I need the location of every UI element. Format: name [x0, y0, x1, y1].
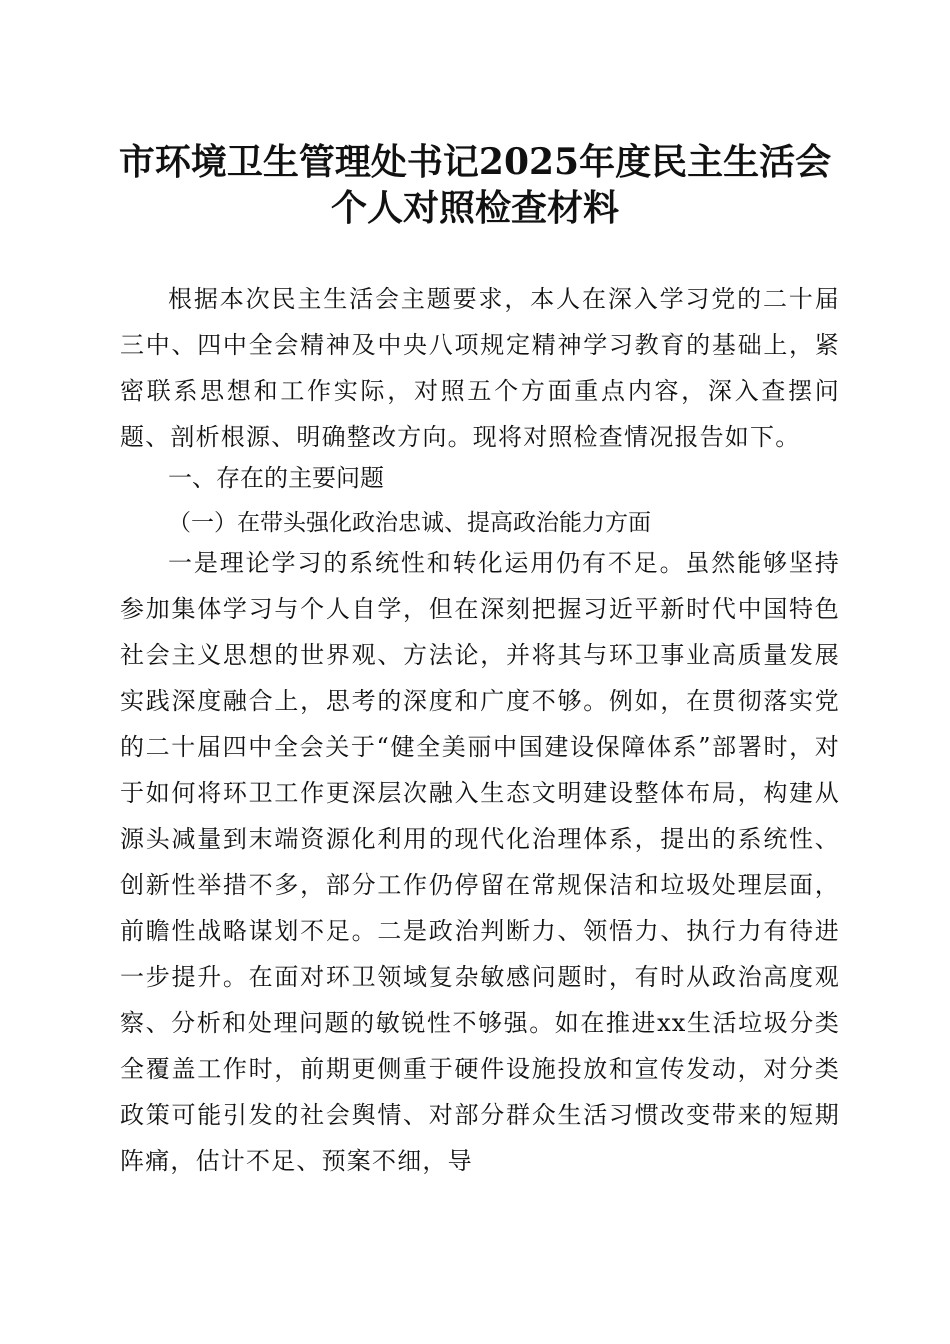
subsection-heading: （一）在带头强化政治忠诚、提高政治能力方面 [168, 510, 651, 536]
document-title-line-1: 市环境卫生管理处书记2025年度民主生活会 [118, 141, 832, 183]
problem-paragraph: 一是理论学习的系统性和转化运用仍有不足。虽然能够坚持参加集体学习与个人自学，但在深刻把握习近平新时代中国特色社会主义思想的世界观、方法论，并将其与环卫事业高质量发展实践深度融合上，思考的深度和广度不够。例如，在贯彻落实党的二十届四中全会关于“健全美丽中国建设保障体系”部署时，对于如何将环卫工作更深层次融入生态文明建设整体布局，构建从源头减量到末端资源化利用的现代化治理体系，提出的系统性、创新性举措不多，部分工作仍停留在常规保洁和垃圾处理层面，前瞻性战略谋划不足。二是政治判断力、领悟力、执行力有待进一步提升。在面对环卫领域复杂敏感问题时，有时从政治高度观察、分析和处理问题的敏锐性不够强。如在推进xx生活垃圾分类全覆盖工作时，前期更侧重于硬件设施投放和宣传发动，对分类政策可能引发的社会舆情、对部分群众生活习惯改变带来的短期阵痛，估计不足、预案不细，导 [120, 549, 840, 1175]
document-title-line-2: 个人对照检查材料 [330, 187, 619, 229]
intro-paragraph: 根据本次民主生活会主题要求，本人在深入学习党的二十届三中、四中全会精神及中央八项规定精神学习教育的基础上，紧密联系思想和工作实际，对照五个方面重点内容，深入查摆问题、剖析根源、明确整改方向。现将对照检查情况报告如下。 [120, 285, 840, 451]
section-heading: 一、存在的主要问题 [168, 464, 384, 492]
